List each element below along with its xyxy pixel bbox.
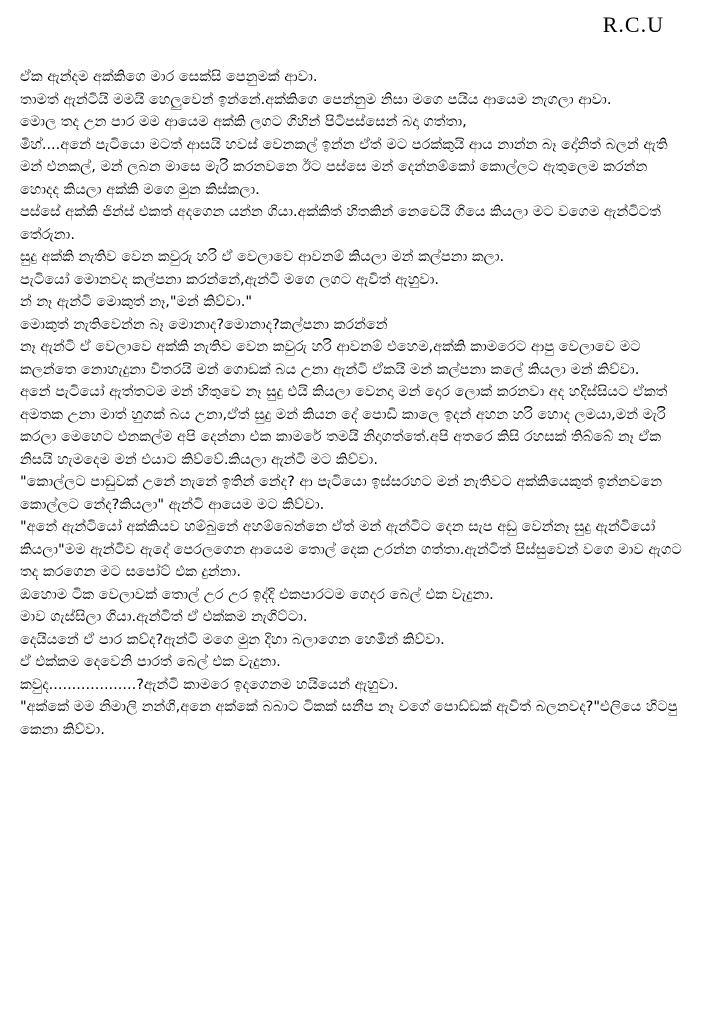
paragraph: දෙයියනේ ඒ පාර කව්ද?ඇන්ටි මගෙ මුන දිහා බලාගෙන හෙමින් කිව්වා. <box>20 631 445 648</box>
paragraph: කවුද...................?ඇන්ටි කාමරෙ ඉදගෙනම හයියෙන් ඇහුවා. <box>20 676 399 693</box>
paragraph: මාව ගැස්සිලා ගියා.ඇන්ටිත් ඒ එක්කම නැගිට්ටා. <box>20 609 308 625</box>
paragraph: පැටියෝ මොනවද කල්පනා කරන්නේ,ඇන්ටි මගෙ ලගට ඇවිත් ඇහුවා. <box>20 271 439 288</box>
paragraph: අනේ පැටියෝ ඇත්තටම මන් හිතුවෙ නෑ සුදු එයි කියලා වෙනදා මන් දොර ලොක් කරනවා අද හදිස්සියට ඒකත් අමතක උනා මාත් හුගක් බය උනා,ඒත් සුදු මන් කියන දේ පොඩි කාලෙ ඉදන් අහන හරි හොද ලමයා,මන් මැරි කරලා මෙහෙට එනකල්ම අපි දෙන්නා එක කාමරේ තමයි නිදාගත්තේ.අපි අතරෙ කිසි රහසක් තිබ්බේ නෑ ඒක නිසයි හැමදෙම මන් එයාට කිව්වේ.කියලා ඇන්ටි මට කිව්වා. <box>20 384 668 468</box>
paragraph: ඒක ඇන්දම අක්කිගෙ මාර සෙක්සි පෙනුමක් ආවා. <box>20 69 318 85</box>
paragraph: න් නෑ ඇන්ටි මොකුත් නෑ,"මන් කිව්වා." <box>20 294 253 310</box>
paragraph: මොල තද උන පාර මම ආයෙම අක්කි ලගට ගිහින් පිටිපස්සෙන් බදා ගත්තා, <box>20 114 467 130</box>
paragraph: "අක්කේ මම නිමාලි නන්ගි,අනෙ අක්කේ බබාට ටිකක් සනීප නෑ වගේ පොඩ්ඩක් ඇවිත් බලනවද?"එලියෙ හිටපු කෙනා කිව්වා. <box>20 699 678 738</box>
paragraph: පස්සේ අක්කි ජින්ස් එකත් අදගෙන යන්න ගියා.අක්කිත් හිතකින් නෙවෙයි ගියෙ කියලා මට වගෙම ඇන්ටිටත් තේරුනා. <box>20 204 661 243</box>
paragraph: "කොල්ලට පාඩුවක් උනේ නැනේ ඉතින් නේද? ආ පැටියො ඉස්සරහට මන් නැතිවට අක්කියෙකුත් ඉන්නවනෙ කොල්ලට නේද?කියලා" ඇන්ටි ආයෙම මට කිව්වා. <box>20 474 662 513</box>
paragraph: මොකුත් නැතිවෙන්න බෑ මොනාද?මොනාද?කල්පනා කරන්නේ <box>20 316 388 333</box>
paragraph: ඔහොම ටික වෙලාවක් තොල් උර උර ඉද්දි එකපාරටම ගෙදර බෙල් එක වැදුනා. <box>20 586 494 603</box>
paragraph: ඒ එක්කම දෙවෙනි පාරත් බෙල් එක වැදුනා. <box>20 654 281 670</box>
paragraph: නෑ ඇන්ටි ඒ වෙලාවෙ අක්කි නැතිව වෙන කවුරු හරි ආවනම් එහෙම,අක්කි කාමරෙට ආපු වෙලාවෙ මට කලන්තෙ නොහැදුනා විතරයි මන් ගොඩක් බය උනා ඇන්ටි ඒකයි මන් කල්පනා කලේ කියලා මන් කිව්වා. <box>20 339 641 378</box>
page-header-label: R.C.U <box>602 12 664 37</box>
paragraph: සුදු අක්කි නැතිව වෙන කවුරු හරි ඒ වෙලාවෙ ආවනම් කියලා මන් කල්පනා කලා. <box>20 249 505 265</box>
paragraph: මිහ්....අනේ පැටියො මටත් ආසයි හවස් වෙනකල් ඉන්න ඒත් මට පරක්කුයි ආය නාන්න බෑ දෝනිත් බලන් ඇති මන් එනකල්, මන් ලබන මාසෙ මැරි කරනවනෙ ඊට පස්සෙ මන් දෙන්නම්කෝ කොල්ලට ඇතුලෙම කරන්න හොදද කියලා අක්කි මගෙ මුන කිස්කලා. <box>20 136 668 198</box>
paragraph: "අනේ ඇන්ටියෝ අක්කියව හම්බුනේ අහම්බෙන්නෙ ඒත් මන් ඇන්ටිට දෙන සැප අඩු වෙන්නෑ සුදු ඇන්ටියෝ කියලා"මම ඇන්ටිව ඇදේ පෙරලගෙන ආයෙම තොල් දෙක උරන්න ගත්තා.ඇන්ටිත් පිස්සුවෙන් වගෙ මාව ඇගට තද කරගෙන මට සපෝට් එක දුන්නා. <box>20 519 682 580</box>
paragraph: තාමත් ඇන්ටියි මමයි හෙලුවෙන් ඉන්නේ.අක්කිගෙ පෙන්නුම නිසා මගෙ පයිය ආයෙම නැගලා ආවා. <box>20 91 612 108</box>
story-text <box>20 66 690 741</box>
